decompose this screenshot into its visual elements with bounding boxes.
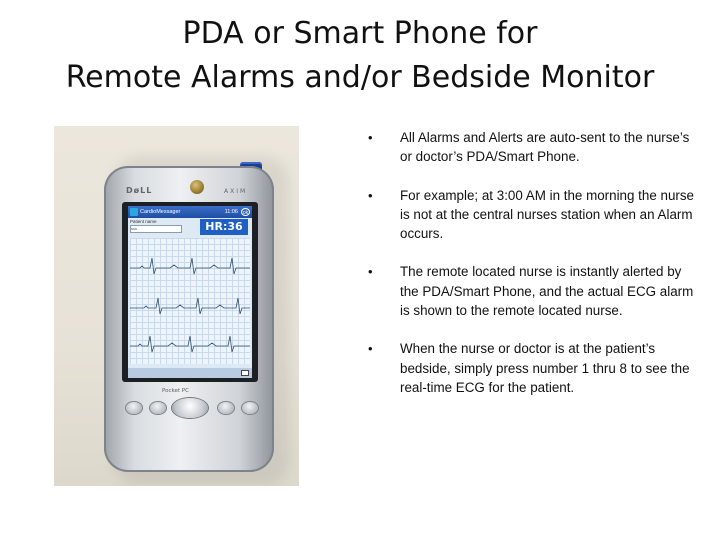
- bullet-text: The remote located nurse is instantly alerted by the PDA/Smart Phone, and the actual ECG alarm is shown to the remote located nurse.: [400, 264, 694, 319]
- ecg-trace: [130, 238, 250, 364]
- bullet-text: All Alarms and Alerts are auto-sent to the nurse’s or doctor’s PDA/Smart Phone.: [400, 130, 690, 165]
- slide-title: [0, 12, 720, 100]
- dpad-icon: [172, 398, 208, 418]
- hardware-button-2: [150, 402, 166, 414]
- hardware-button-1: [126, 402, 142, 414]
- device-model-label: AXIM: [224, 188, 248, 195]
- device-screen: [128, 206, 252, 378]
- bullet-list: [368, 128, 698, 416]
- bullet-marker: •: [368, 264, 373, 280]
- hardware-button-3: [218, 402, 234, 414]
- title-line-1: PDA or Smart Phone for: [182, 16, 538, 51]
- ok-button: ok: [242, 210, 249, 216]
- screen-statusbar: [128, 206, 252, 218]
- bullet-marker: •: [368, 187, 373, 203]
- bullet-marker: •: [368, 130, 373, 145]
- ecg-display: [130, 238, 250, 364]
- patient-name-label: Patient name: [130, 219, 157, 224]
- app-name: CardioMessager: [140, 209, 181, 215]
- os-label: Pocket PC: [162, 388, 189, 394]
- hardware-button-4: [242, 402, 258, 414]
- bullet-text: When the nurse or doctor is at the patient’s bedside, simply press number 1 thru 8 to see the real-time ECG for the patient.: [400, 341, 690, 395]
- power-button-icon: [190, 180, 204, 194]
- keyboard-icon: [241, 370, 249, 376]
- bullet-text: For example; at 3:00 AM in the morning the nurse is not at the central nurses station when an Alarm occurs.: [400, 187, 695, 242]
- bullet-marker: •: [368, 341, 373, 357]
- bullet-item: [368, 186, 698, 244]
- bullet-item: [368, 128, 698, 167]
- device-brand-logo: DøLL: [126, 186, 153, 195]
- title-line-2: Remote Alarms and/or Bedside Monitor: [65, 60, 655, 95]
- bullet-item: [368, 262, 698, 320]
- screen-softkey-bar: [128, 368, 252, 378]
- start-icon: [130, 208, 138, 216]
- clock-readout: 11:06: [224, 209, 238, 215]
- pda-photo: [54, 126, 299, 486]
- bullet-item: [368, 339, 698, 397]
- heart-rate-readout: HR:36: [200, 219, 248, 235]
- patient-name-field: sss: [130, 225, 182, 233]
